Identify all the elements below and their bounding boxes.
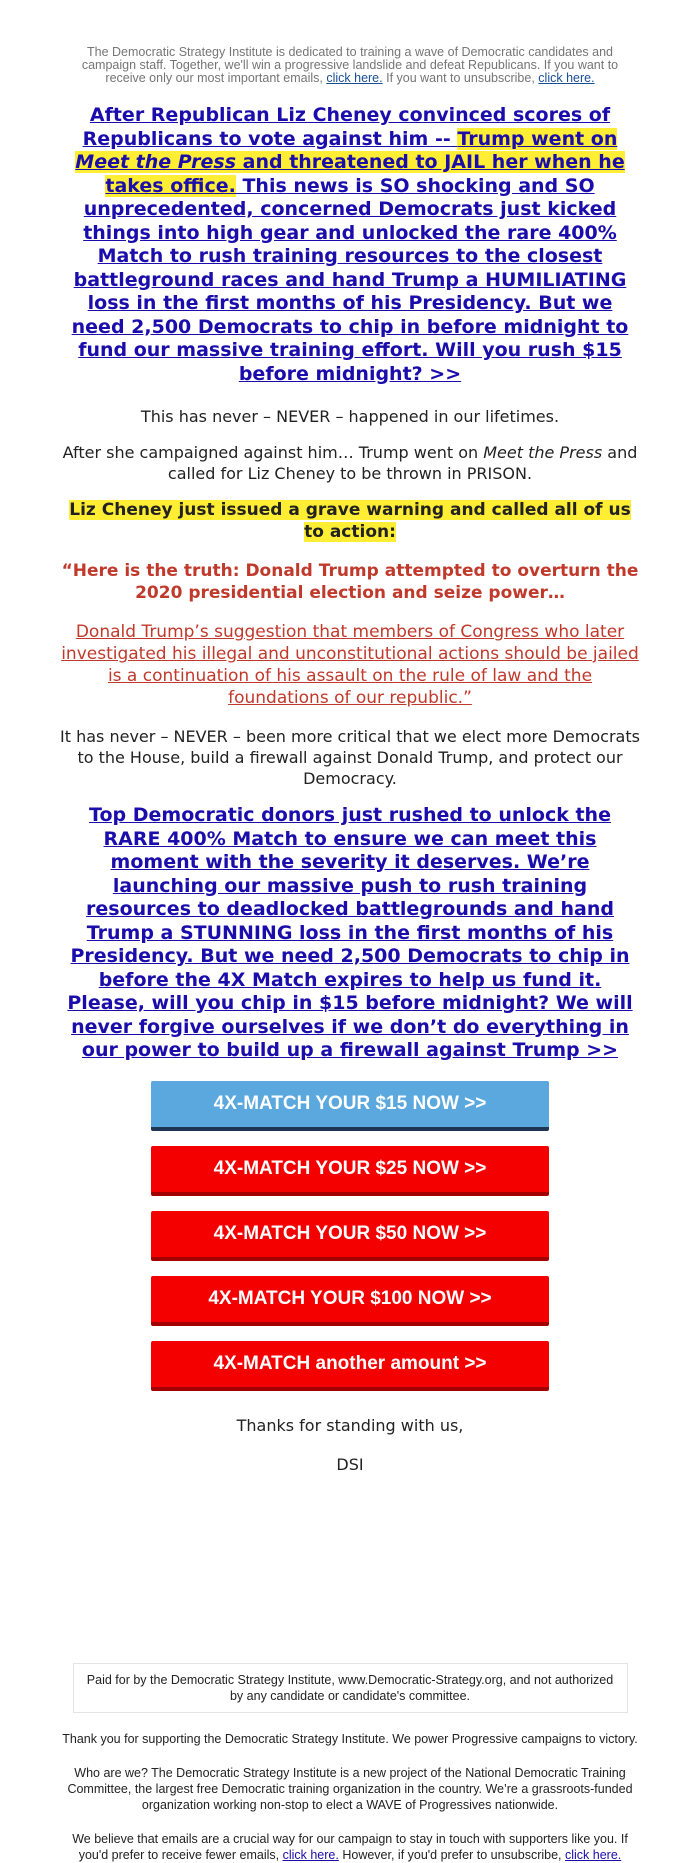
donate-50-button[interactable]: 4X-MATCH YOUR $50 NOW >>	[151, 1211, 549, 1261]
donate-other-button[interactable]: 4X-MATCH another amount >>	[151, 1341, 549, 1391]
donate-cta-link[interactable]: Top Democratic donors just rushed to unlock the RARE 400% Match to ensure we can meet this moment with the severity it deserves. We’re launching our massive push to rush training resources to deadlocked battlegrounds and hand Trump a STUNNING loss in the first months of his Presidency. But we need 2,500 Democrats to chip in before the 4X Match expires to help us fund it. Please, will you chip in $15 before midnight? We will never forgive ourselves if we don’t do everything in our power to build up a firewall against Trump >>	[67, 804, 633, 1061]
headline-link[interactable]: After Republican Liz Cheney convinced scores of Republicans to vote against him -- Trump went on Meet the Press and threatened to JAIL her when he takes office. This news is SO shocking and SO unprecedented, concerned Democrats just kicked things into high gear and unlocked the rare 400% Match to rush training resources to the closest battleground races and hand Trump a HUMILIATING loss in the first months of his Presidency. But we need 2,500 Democrats to chip in before midnight to fund our massive training effort. Will you rush $15 before midnight? >>	[71, 104, 629, 385]
warning-highlight: Liz Cheney just issued a grave warning and called all of us to action:	[69, 500, 631, 542]
cheney-quote-1: “Here is the truth: Donald Trump attempted to overturn the 2020 presidential election and seize power…	[61, 561, 639, 603]
preheader	[60, 46, 640, 85]
paragraph-critical: It has never – NEVER – been more critical that we elect more Democrats to the House, build a firewall against Donald Trump, and protect our Democracy.	[60, 727, 640, 788]
footer-thanks: Thank you for supporting the Democratic Strategy Institute. We power Progressive campaigns to victory.	[62, 1731, 638, 1746]
footer-fewer-emails-link[interactable]: click here.	[282, 1847, 339, 1862]
unsubscribe-link[interactable]: click here.	[538, 71, 595, 85]
preheader-text: The Democratic Strategy Institute is dedicated to training a wave of Democratic candidates and campaign staff. Together, we'll win a progressive landslide and defeat Republicans. If you want to receive only our most important emails,	[81, 45, 619, 85]
donate-25-button[interactable]: 4X-MATCH YOUR $25 NOW >>	[151, 1146, 549, 1196]
headline	[60, 104, 640, 386]
footer-who: Who are we? The Democratic Strategy Institute is a new project of the National Democratic Training Committee, the largest free Democratic training organization in the country. We’re a grassroots-funded organization working non-stop to elect a WAVE of Progressives nationwide.	[67, 1765, 633, 1812]
cheney-quote-link[interactable]: Donald Trump’s suggestion that members of Congress who later investigated his illegal and unconstitutional actions should be jailed is a continuation of his assault on the rule of law and the foundations of our republic.”	[61, 622, 639, 708]
signoff-name: DSI	[336, 1454, 364, 1474]
fewer-emails-link[interactable]: click here.	[326, 71, 383, 85]
signoff-thanks: Thanks for standing with us,	[236, 1415, 464, 1435]
paragraph-campaigned: After she campaigned against him… Trump went on Meet the Press and called for Liz Cheney to be thrown in PRISON.	[62, 443, 638, 483]
paid-for-disclaimer: Paid for by the Democratic Strategy Institute, www.Democratic-Strategy.org, and not authorized by any candidate or candidate's committee.	[73, 1663, 628, 1713]
donate-100-button[interactable]: 4X-MATCH YOUR $100 NOW >>	[151, 1276, 549, 1326]
footer-emails: We believe that emails are a crucial way for our campaign to stay in touch with supporters like you. If you'd prefer to receive fewer emails, click here. However, if you'd prefer to unsubscribe, click here.	[72, 1831, 628, 1862]
donate-15-button[interactable]: 4X-MATCH YOUR $15 NOW >>	[151, 1081, 549, 1131]
email-body	[60, 0, 640, 1863]
donate-cta-text	[60, 804, 640, 1063]
preheader-text-2: If you want to unsubscribe,	[386, 71, 535, 85]
cheney-quote-2	[60, 621, 640, 709]
footer-unsubscribe-link[interactable]: click here.	[565, 1847, 622, 1862]
headline-highlight: Trump went on Meet the Press and threatened to JAIL her when he takes office.	[75, 127, 625, 197]
warning-callout	[60, 499, 640, 543]
paragraph-never: This has never – NEVER – happened in our lifetimes.	[140, 407, 560, 426]
